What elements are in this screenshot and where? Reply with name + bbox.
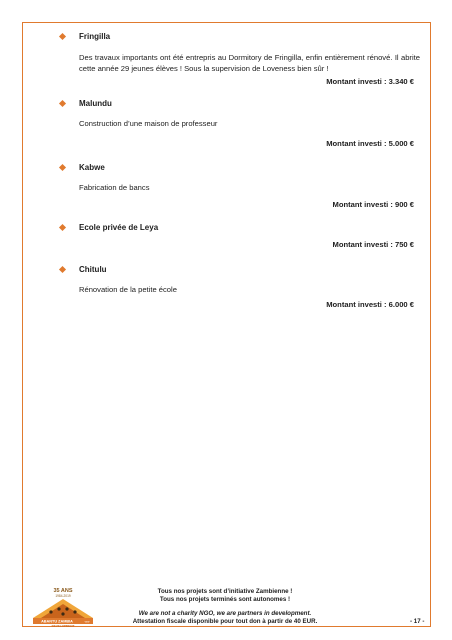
project-name: Chitulu <box>79 265 107 274</box>
amount-invested: Montant investi : 3.340 € <box>326 77 414 86</box>
project-name: Malundu <box>79 99 112 108</box>
project-fringilla <box>60 31 420 74</box>
svg-text:vzw: vzw <box>84 619 90 624</box>
diamond-bullet-icon <box>59 100 66 107</box>
diamond-bullet-icon <box>59 33 66 40</box>
svg-text:DEVELOPMENT: DEVELOPMENT <box>51 624 75 628</box>
project-ecole-leya <box>60 222 420 234</box>
footer-line: Tous nos projets sont d’initiative Zambienne ! <box>157 588 293 595</box>
project-description: Fabrication de bancs <box>79 183 150 192</box>
amount-invested: Montant investi : 6.000 € <box>326 300 414 309</box>
abantu-zambia-logo <box>27 586 99 628</box>
svg-text:1984-2019: 1984-2019 <box>55 594 71 598</box>
diamond-bullet-icon <box>59 266 66 273</box>
footer-slogan: We are not a charity NGO, we are partners in development. <box>138 610 312 617</box>
project-description: Rénovation de la petite école <box>79 285 177 294</box>
project-description: Des travaux importants ont été entrepris au Dormitory de Fringilla, enfin entièrement rénové. Il abrite cette année 29 jeunes élèves ! Sous la supervision de Loveness bien sûr ! <box>79 53 420 73</box>
project-name: Kabwe <box>79 163 105 172</box>
project-name: Ecole privée de Leya <box>79 223 159 232</box>
project-malundu <box>60 98 420 129</box>
footer-line: Attestation fiscale disponible pour tout don à partir de 40 EUR. <box>132 618 318 625</box>
amount-invested: Montant investi : 5.000 € <box>326 139 414 148</box>
footer-text <box>120 588 330 626</box>
footer-line: Tous nos projets terminés sont autonomes ! <box>159 596 291 603</box>
amount-invested: Montant investi : 900 € <box>332 200 414 209</box>
svg-text:35 ANS: 35 ANS <box>53 588 73 594</box>
project-description: Construction d’une maison de professeur <box>79 119 218 128</box>
project-kabwe <box>60 162 420 193</box>
diamond-bullet-icon <box>59 164 66 171</box>
amount-invested: Montant investi : 750 € <box>332 240 414 249</box>
project-chitulu <box>60 264 420 295</box>
project-name: Fringilla <box>79 32 111 41</box>
page-number: - 17 - <box>410 618 425 625</box>
diamond-bullet-icon <box>59 224 66 231</box>
svg-text:ABANTU ZAMBIA: ABANTU ZAMBIA <box>41 619 73 624</box>
